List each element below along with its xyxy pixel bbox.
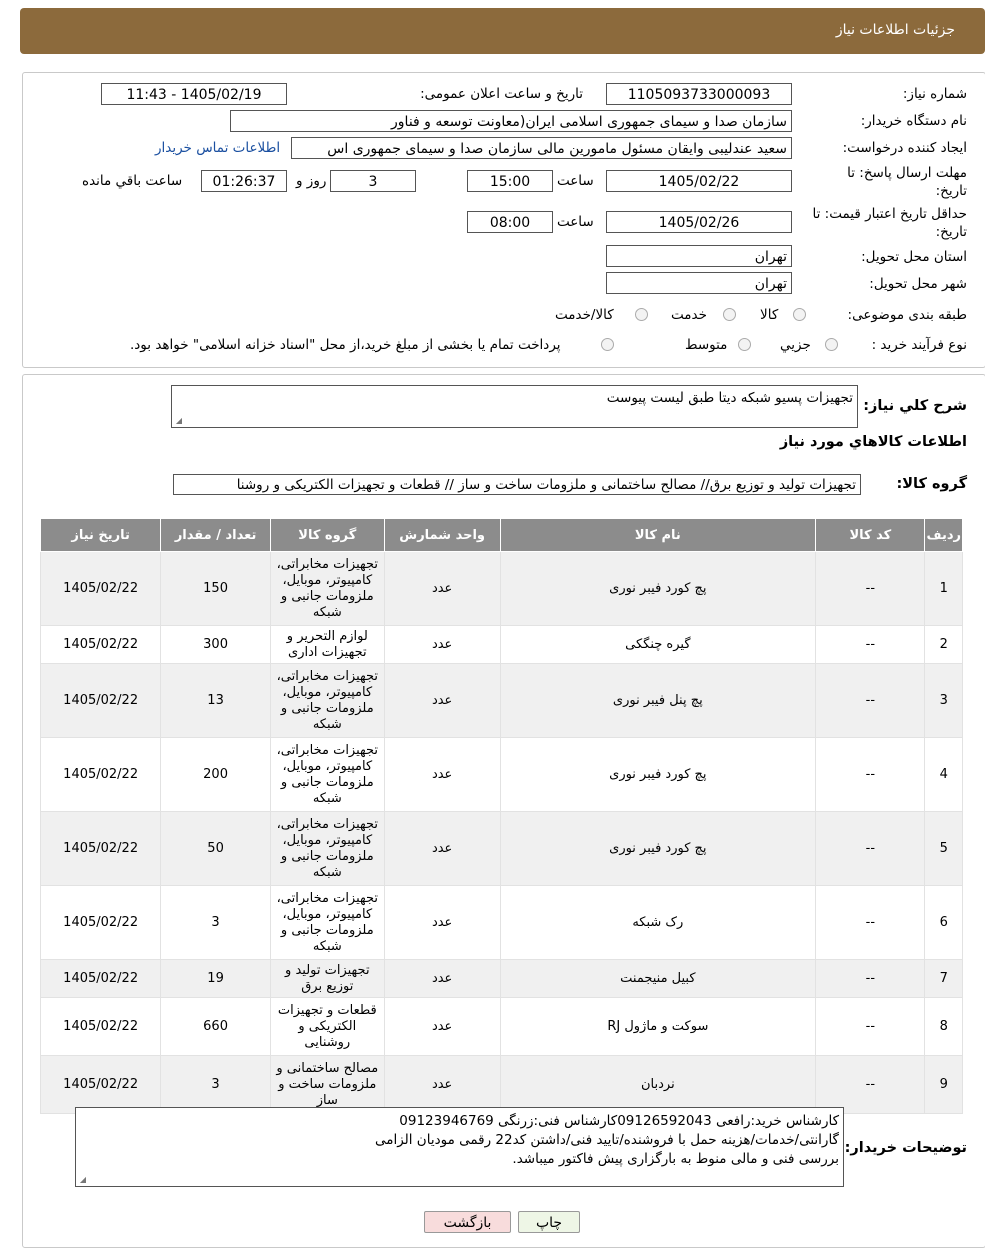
validity-date-field: 1405/02/26 [606,211,792,233]
group-field: تجهیزات تولید و توزیع برق// مصالح ساختمانی و ملزومات ساخت و ساز // قطعات و تجهیزات الکتریکی و روشنا [173,474,861,495]
cell-need-date: 1405/02/22 [41,886,161,960]
process-option-minor: جزیي [780,337,811,353]
print-button[interactable]: چاپ [518,1211,580,1233]
cell-item-code: -- [816,626,925,664]
deadline-time-label: ساعت [557,173,594,189]
category-label: طبقه بندی موضوعی: [847,307,967,323]
table-row [41,960,963,998]
cell-row-number: 1 [925,552,963,626]
cell-item-group: مصالح ساختمانی و ملزومات ساخت و ساز [270,1056,384,1114]
need-number-label: شماره نیاز: [902,86,967,102]
cell-quantity: 660 [161,998,271,1056]
back-button[interactable]: بازگشت [424,1211,511,1233]
cell-item-group: لوازم التحریر و تجهیزات اداری [270,626,384,664]
cell-item-code: -- [816,664,925,738]
cell-item-name: پچ پنل فیبر نوری [500,664,816,738]
cell-quantity: 3 [161,886,271,960]
category-option-service: خدمت [671,307,707,323]
cell-unit: عدد [384,664,500,738]
table-row [41,1056,963,1114]
announce-label: تاریخ و ساعت اعلان عمومی: [420,86,583,102]
buyer-label: نام دستگاه خریدار: [860,113,967,129]
cell-need-date: 1405/02/22 [41,664,161,738]
province-field: تهران [606,245,792,267]
items-table [40,518,963,1114]
category-radio-service[interactable] [723,308,736,321]
cell-item-code: -- [816,886,925,960]
cell-row-number: 6 [925,886,963,960]
table-row [41,552,963,626]
page-header [20,8,985,54]
deadline-date-field: 1405/02/22 [606,170,792,192]
col-header-unit: واحد شمارش [384,519,500,552]
resize-grip-icon: ◢ [79,1175,86,1184]
group-label: گروه کالا: [896,476,967,492]
cell-need-date: 1405/02/22 [41,1056,161,1114]
cell-item-code: -- [816,960,925,998]
page-title: جزئیات اطلاعات نیاز [835,22,955,38]
creator-field: سعید عندلیبی وایقان مسئول مامورین مالی سازمان صدا و سیمای جمهوری اس [291,137,792,159]
province-label: استان محل تحویل: [861,249,967,265]
process-note: پرداخت تمام یا بخشی از مبلغ خرید،از محل "اسناد خزانه اسلامی" خواهد بود. [130,337,561,353]
category-radio-both[interactable] [635,308,648,321]
summary-field [171,385,858,428]
process-radio-minor[interactable] [825,338,838,351]
cell-need-date: 1405/02/22 [41,552,161,626]
cell-item-code: -- [816,812,925,886]
cell-item-group: قطعات و تجهیزات الکتریکی و روشنایی [270,998,384,1056]
col-header-row-number: ردیف [925,519,963,552]
cell-row-number: 8 [925,998,963,1056]
validity-label: حداقل تاریخ اعتبار قیمت: تا [812,206,967,222]
cell-item-group: تجهیزات مخابراتی، کامپیوتر، موبایل، ملزومات جانبی و شبکه [270,664,384,738]
cell-item-name: پچ کورد فیبر نوری [500,812,816,886]
table-row [41,998,963,1056]
cell-unit: عدد [384,998,500,1056]
days-field: 3 [330,170,416,192]
process-radio-medium[interactable] [738,338,751,351]
city-field: تهران [606,272,792,294]
table-header-row [41,519,963,552]
cell-need-date: 1405/02/22 [41,812,161,886]
cell-item-code: -- [816,552,925,626]
cell-item-name: نردبان [500,1056,816,1114]
cell-item-name: گیره چنگکی [500,626,816,664]
process-option-medium: متوسط [685,337,728,353]
cell-item-group: تجهیزات مخابراتی، کامپیوتر، موبایل، ملزومات جانبی و شبکه [270,812,384,886]
cell-item-group: تجهیزات مخابراتی، کامپیوتر، موبایل، ملزومات جانبی و شبکه [270,738,384,812]
creator-label: ایجاد کننده درخواست: [842,140,967,156]
table-row [41,738,963,812]
remaining-field: 01:26:37 [201,170,287,192]
summary-text: تجهیزات پسیو شبکه دیتا طبق لیست پیوست [606,390,853,406]
col-header-quantity: تعداد / مقدار [161,519,271,552]
cell-row-number: 7 [925,960,963,998]
cell-need-date: 1405/02/22 [41,998,161,1056]
cell-quantity: 19 [161,960,271,998]
col-header-group: گروه کالا [270,519,384,552]
category-radio-goods[interactable] [793,308,806,321]
announce-field: 1405/02/19 - 11:43 [101,83,287,105]
cell-row-number: 9 [925,1056,963,1114]
process-label: نوع فرآیند خرید : [871,337,967,353]
deadline-time-field: 15:00 [467,170,553,192]
cell-quantity: 13 [161,664,271,738]
cell-item-group: تجهیزات تولید و توزیع برق [270,960,384,998]
cell-quantity: 50 [161,812,271,886]
cell-unit: عدد [384,812,500,886]
deadline-label: مهلت ارسال پاسخ: تا [847,165,967,181]
table-row [41,626,963,664]
deadline-label-date: تاریخ: [935,183,967,199]
cell-need-date: 1405/02/22 [41,960,161,998]
category-option-goods: کالا [760,307,779,323]
cell-quantity: 300 [161,626,271,664]
cell-item-code: -- [816,998,925,1056]
cell-item-group: تجهیزات مخابراتی، کامپیوتر، موبایل، ملزومات جانبی و شبکه [270,886,384,960]
cell-row-number: 5 [925,812,963,886]
cell-item-name: کبیل منیجمنت [500,960,816,998]
table-row [41,886,963,960]
cell-row-number: 3 [925,664,963,738]
summary-label: شرح کلي نیاز: [863,398,967,414]
resize-grip-icon: ◢ [175,416,182,425]
category-option-both: کالا/خدمت [555,307,614,323]
cell-unit: عدد [384,626,500,664]
cell-unit: عدد [384,552,500,626]
validity-time-label: ساعت [557,214,594,230]
cell-item-name: پچ کورد فیبر نوری [500,552,816,626]
need-number-field: 1105093733000093 [606,83,792,105]
col-header-date: تاریخ نیاز [41,519,161,552]
cell-item-code: -- [816,738,925,812]
cell-row-number: 2 [925,626,963,664]
treasury-checkbox[interactable] [601,338,614,351]
cell-item-name: رک شبکه [500,886,816,960]
cell-item-code: -- [816,1056,925,1114]
table-row [41,664,963,738]
notes-line-1: کارشناس خرید:رافعی 09126592043کارشناس فنی:زرنگی 09123946769 [399,1113,839,1129]
cell-quantity: 200 [161,738,271,812]
buyer-contact-link[interactable]: اطلاعات تماس خریدار [155,140,281,156]
remaining-label: ساعت باقي مانده [82,173,183,189]
notes-field [75,1107,844,1187]
cell-unit: عدد [384,960,500,998]
cell-quantity: 150 [161,552,271,626]
cell-item-group: تجهیزات مخابراتی، کامپیوتر، موبایل، ملزومات جانبی و شبکه [270,552,384,626]
table-row [41,812,963,886]
items-heading: اطلاعات کالاهاي مورد نیاز [779,434,967,450]
cell-quantity: 3 [161,1056,271,1114]
validity-label-date: تاریخ: [935,224,967,240]
notes-line-2: گارانتی/خدمات/هزینه حمل با فروشنده/تایید فنی/داشتن کد22 رقمی مودیان الزامی [374,1132,839,1148]
notes-label: توضیحات خریدار: [844,1140,967,1156]
cell-unit: عدد [384,886,500,960]
buyer-field: سازمان صدا و سیمای جمهوری اسلامی ایران(معاونت توسعه و فناور [230,110,792,132]
col-header-code: کد کالا [816,519,925,552]
cell-row-number: 4 [925,738,963,812]
notes-line-3: بررسی فنی و مالی منوط به بارگزاری پیش فاکتور میباشد. [512,1151,839,1167]
cell-need-date: 1405/02/22 [41,738,161,812]
days-label: روز و [296,173,327,189]
cell-item-name: پچ کورد فیبر نوری [500,738,816,812]
cell-need-date: 1405/02/22 [41,626,161,664]
city-label: شهر محل تحویل: [869,276,967,292]
col-header-name: نام کالا [500,519,816,552]
validity-time-field: 08:00 [467,211,553,233]
cell-item-name: سوکت و ماژول RJ [500,998,816,1056]
cell-unit: عدد [384,1056,500,1114]
cell-unit: عدد [384,738,500,812]
